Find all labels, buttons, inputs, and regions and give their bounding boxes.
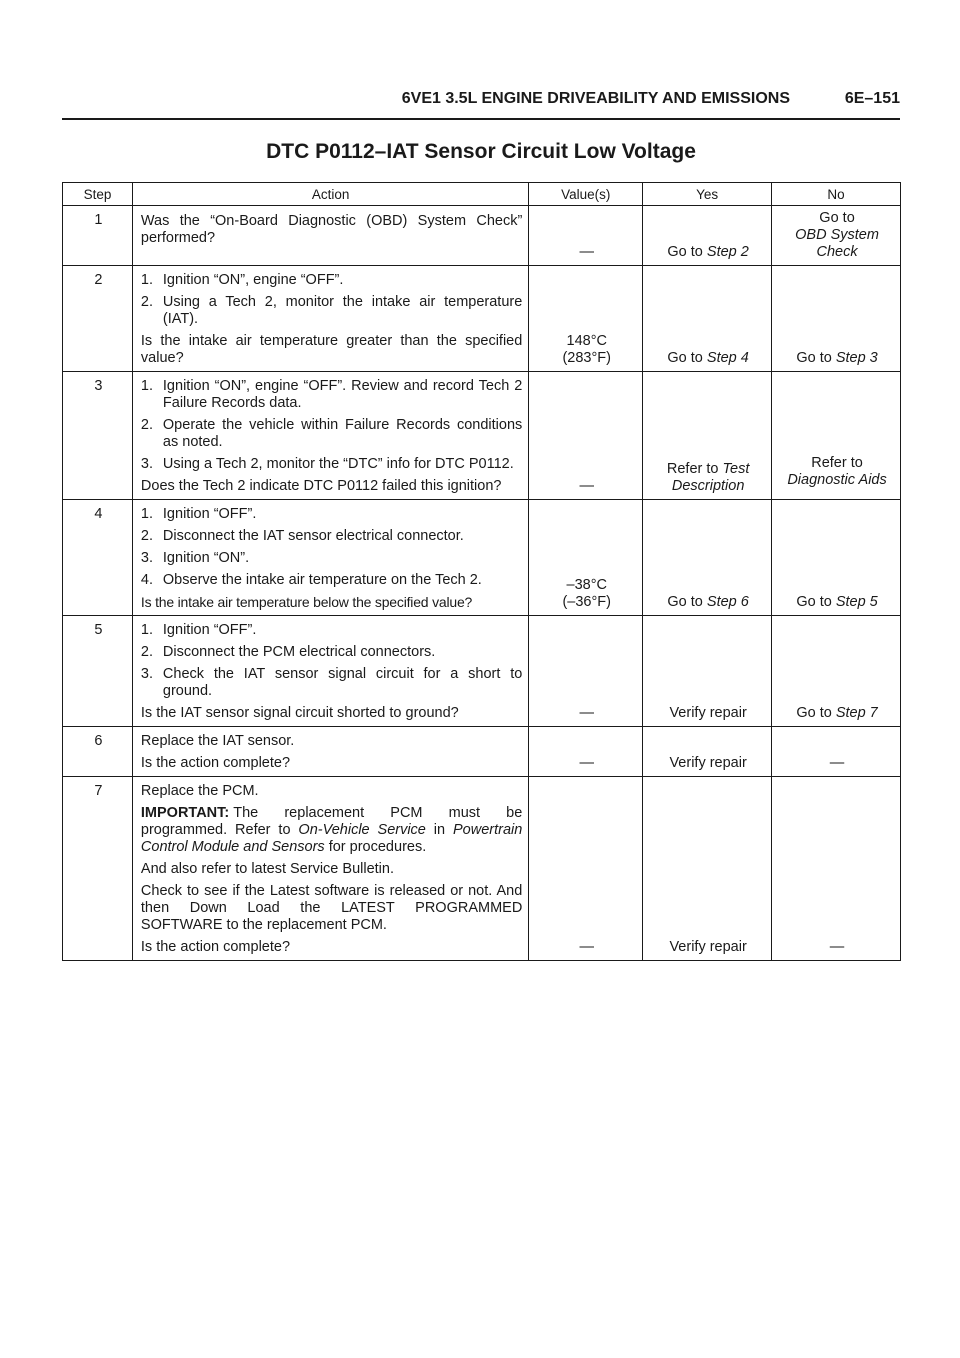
table-row: [63, 616, 901, 727]
no-cell: [772, 206, 901, 266]
value-cell: —: [529, 777, 643, 961]
action-item: 2. Disconnect the PCM electrical connectors.: [140, 644, 436, 660]
action-item: 3. Check the IAT sensor signal circuit for a short to ground.: [140, 666, 523, 699]
action-item: 1. Ignition “OFF”.: [140, 506, 257, 522]
value-cell: –38°C (–36°F): [529, 500, 643, 616]
action-cell: [132, 206, 528, 266]
important-note: IMPORTANT: The replacement PCM must be programmed. Refer to On-Vehicle Service in Powertrain Control Module and Sensors for procedures.: [140, 805, 523, 855]
yes-reference: Step 2: [706, 244, 749, 260]
yes-cell: Refer to Test Description: [643, 372, 772, 500]
software-note: Check to see if the Latest software is released or not. And then Down Load the LATEST PROGRAMMED SOFTWARE to the replacement PCM.: [140, 883, 523, 933]
column-header-values: Value(s): [529, 183, 643, 206]
action-item: 2. Operate the vehicle within Failure Records conditions as noted.: [140, 417, 523, 450]
page-header: [62, 86, 900, 120]
no-cell: —: [772, 777, 901, 961]
step-number: 1: [63, 206, 133, 266]
action-line: Replace the IAT sensor.: [140, 733, 295, 749]
action-cell: [132, 616, 528, 727]
action-cell: [132, 266, 528, 372]
service-bulletin-note: And also refer to latest Service Bulletin.: [140, 861, 394, 877]
table-row: [63, 266, 901, 372]
yes-cell: Go to Step 6: [643, 500, 772, 616]
action-item: 1. Ignition “ON”, engine “OFF”. Review and record Tech 2 Failure Records data.: [140, 378, 523, 411]
action-cell: [132, 727, 528, 777]
diagnostic-table: [62, 182, 901, 961]
value-cell: —: [529, 616, 643, 727]
yes-cell: Go to Step 4: [643, 266, 772, 372]
action-item: 3. Ignition “ON”.: [140, 550, 250, 566]
yes-cell: Verify repair: [643, 727, 772, 777]
table-row: [63, 206, 901, 266]
step-number: 5: [63, 616, 133, 727]
table-header-row: [63, 183, 901, 206]
step-number: 6: [63, 727, 133, 777]
step-number: 2: [63, 266, 133, 372]
document-title: DTC P0112–IAT Sensor Circuit Low Voltage: [266, 140, 696, 163]
value-cell: —: [529, 372, 643, 500]
step-number: 7: [63, 777, 133, 961]
important-label: IMPORTANT:: [140, 805, 230, 821]
value-cell: —: [529, 727, 643, 777]
action-item: 1. Ignition “OFF”.: [140, 622, 257, 638]
action-item: 2. Disconnect the IAT sensor electrical connector.: [140, 528, 464, 544]
action-line: Replace the PCM.: [140, 783, 259, 799]
action-item: 3. Using a Tech 2, monitor the “DTC” info for DTC P0112.: [140, 456, 514, 472]
step-number: 3: [63, 372, 133, 500]
action-question: Does the Tech 2 indicate DTC P0112 failed this ignition?: [140, 478, 502, 494]
action-question: Is the intake air temperature below the specified value?: [140, 594, 473, 610]
yes-cell: Verify repair: [643, 616, 772, 727]
header-title: 6VE1 3.5L ENGINE DRIVEABILITY AND EMISSIONS: [401, 90, 790, 107]
action-question: Was the “On-Board Diagnostic (OBD) System Check” performed?: [140, 213, 523, 246]
table-row: [63, 372, 901, 500]
value-cell: 148°C (283°F): [529, 266, 643, 372]
action-question: Is the action complete?: [140, 755, 291, 771]
action-cell: [132, 777, 528, 961]
no-cell: Go to Step 7: [772, 616, 901, 727]
action-question: Is the IAT sensor signal circuit shorted to ground?: [140, 705, 459, 721]
action-question: Is the intake air temperature greater than the specified value?: [140, 333, 523, 366]
no-cell: Refer to Diagnostic Aids: [772, 372, 901, 500]
header-page-number: 6E–151: [844, 90, 900, 107]
step-number: 4: [63, 500, 133, 616]
action-item: 1. Ignition “ON”, engine “OFF”.: [140, 272, 344, 288]
action-cell: [132, 372, 528, 500]
no-reference: OBD System Check: [795, 227, 879, 260]
no-cell: Go to Step 3: [772, 266, 901, 372]
action-cell: [132, 500, 528, 616]
column-header-step: Step: [63, 183, 133, 206]
column-header-yes: Yes: [643, 183, 772, 206]
yes-cell: [643, 206, 772, 266]
table-row: [63, 727, 901, 777]
table-row: [63, 500, 901, 616]
value-cell: —: [529, 206, 643, 266]
table-row: [63, 777, 901, 961]
no-prefix: Go to: [819, 210, 855, 226]
column-header-action: Action: [132, 183, 528, 206]
action-item: 2. Using a Tech 2, monitor the intake air temperature (IAT).: [140, 294, 523, 327]
yes-prefix: Go to: [667, 244, 707, 260]
column-header-no: No: [772, 183, 901, 206]
no-cell: —: [772, 727, 901, 777]
action-question: Is the action complete?: [140, 939, 291, 955]
yes-cell: Verify repair: [643, 777, 772, 961]
action-item: 4. Observe the intake air temperature on the Tech 2.: [140, 572, 482, 588]
no-cell: Go to Step 5: [772, 500, 901, 616]
